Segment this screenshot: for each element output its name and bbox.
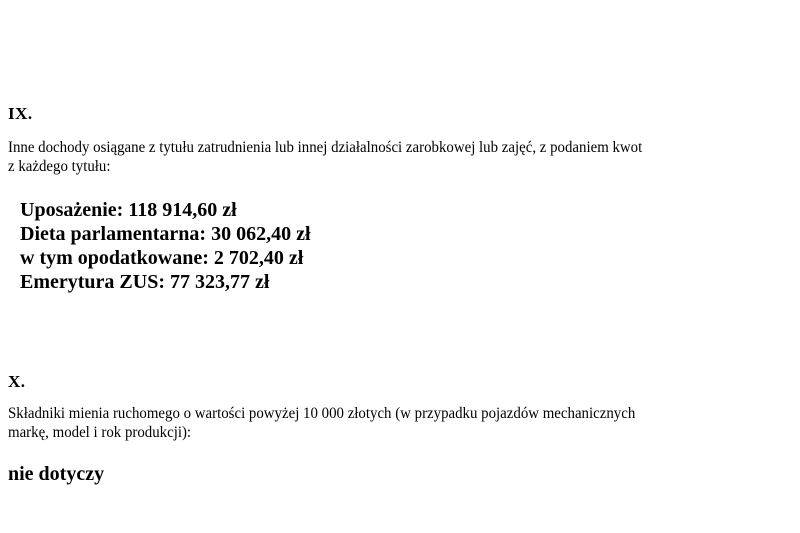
section-heading: X. — [8, 372, 26, 391]
description-line: Składniki mienia ruchomego o wartości powyżej 10 000 złotych (w przypadku pojazdów mechanicznych — [8, 405, 636, 422]
income-entry-taxable-part: w tym opodatkowane: 2 702,40 zł — [20, 247, 304, 269]
income-entry-pension: Emerytura ZUS: 77 323,77 zł — [20, 271, 270, 293]
section-heading: IX. — [8, 104, 33, 123]
description-line: z każdego tytułu: — [8, 158, 111, 175]
section-description — [8, 404, 635, 442]
income-entry-salary: Uposażenie: 118 914,60 zł — [20, 199, 237, 221]
section-description — [8, 138, 642, 176]
description-line: Inne dochody osiągane z tytułu zatrudnienia lub innej działalności zarobkowej lub zajęć, z podaniem kwot — [8, 139, 643, 156]
section-answer: nie dotyczy — [8, 463, 105, 485]
income-list — [20, 198, 311, 294]
description-line: markę, model i rok produkcji): — [8, 424, 192, 441]
income-entry-parliamentary-allowance: Dieta parlamentarna: 30 062,40 zł — [20, 223, 311, 245]
